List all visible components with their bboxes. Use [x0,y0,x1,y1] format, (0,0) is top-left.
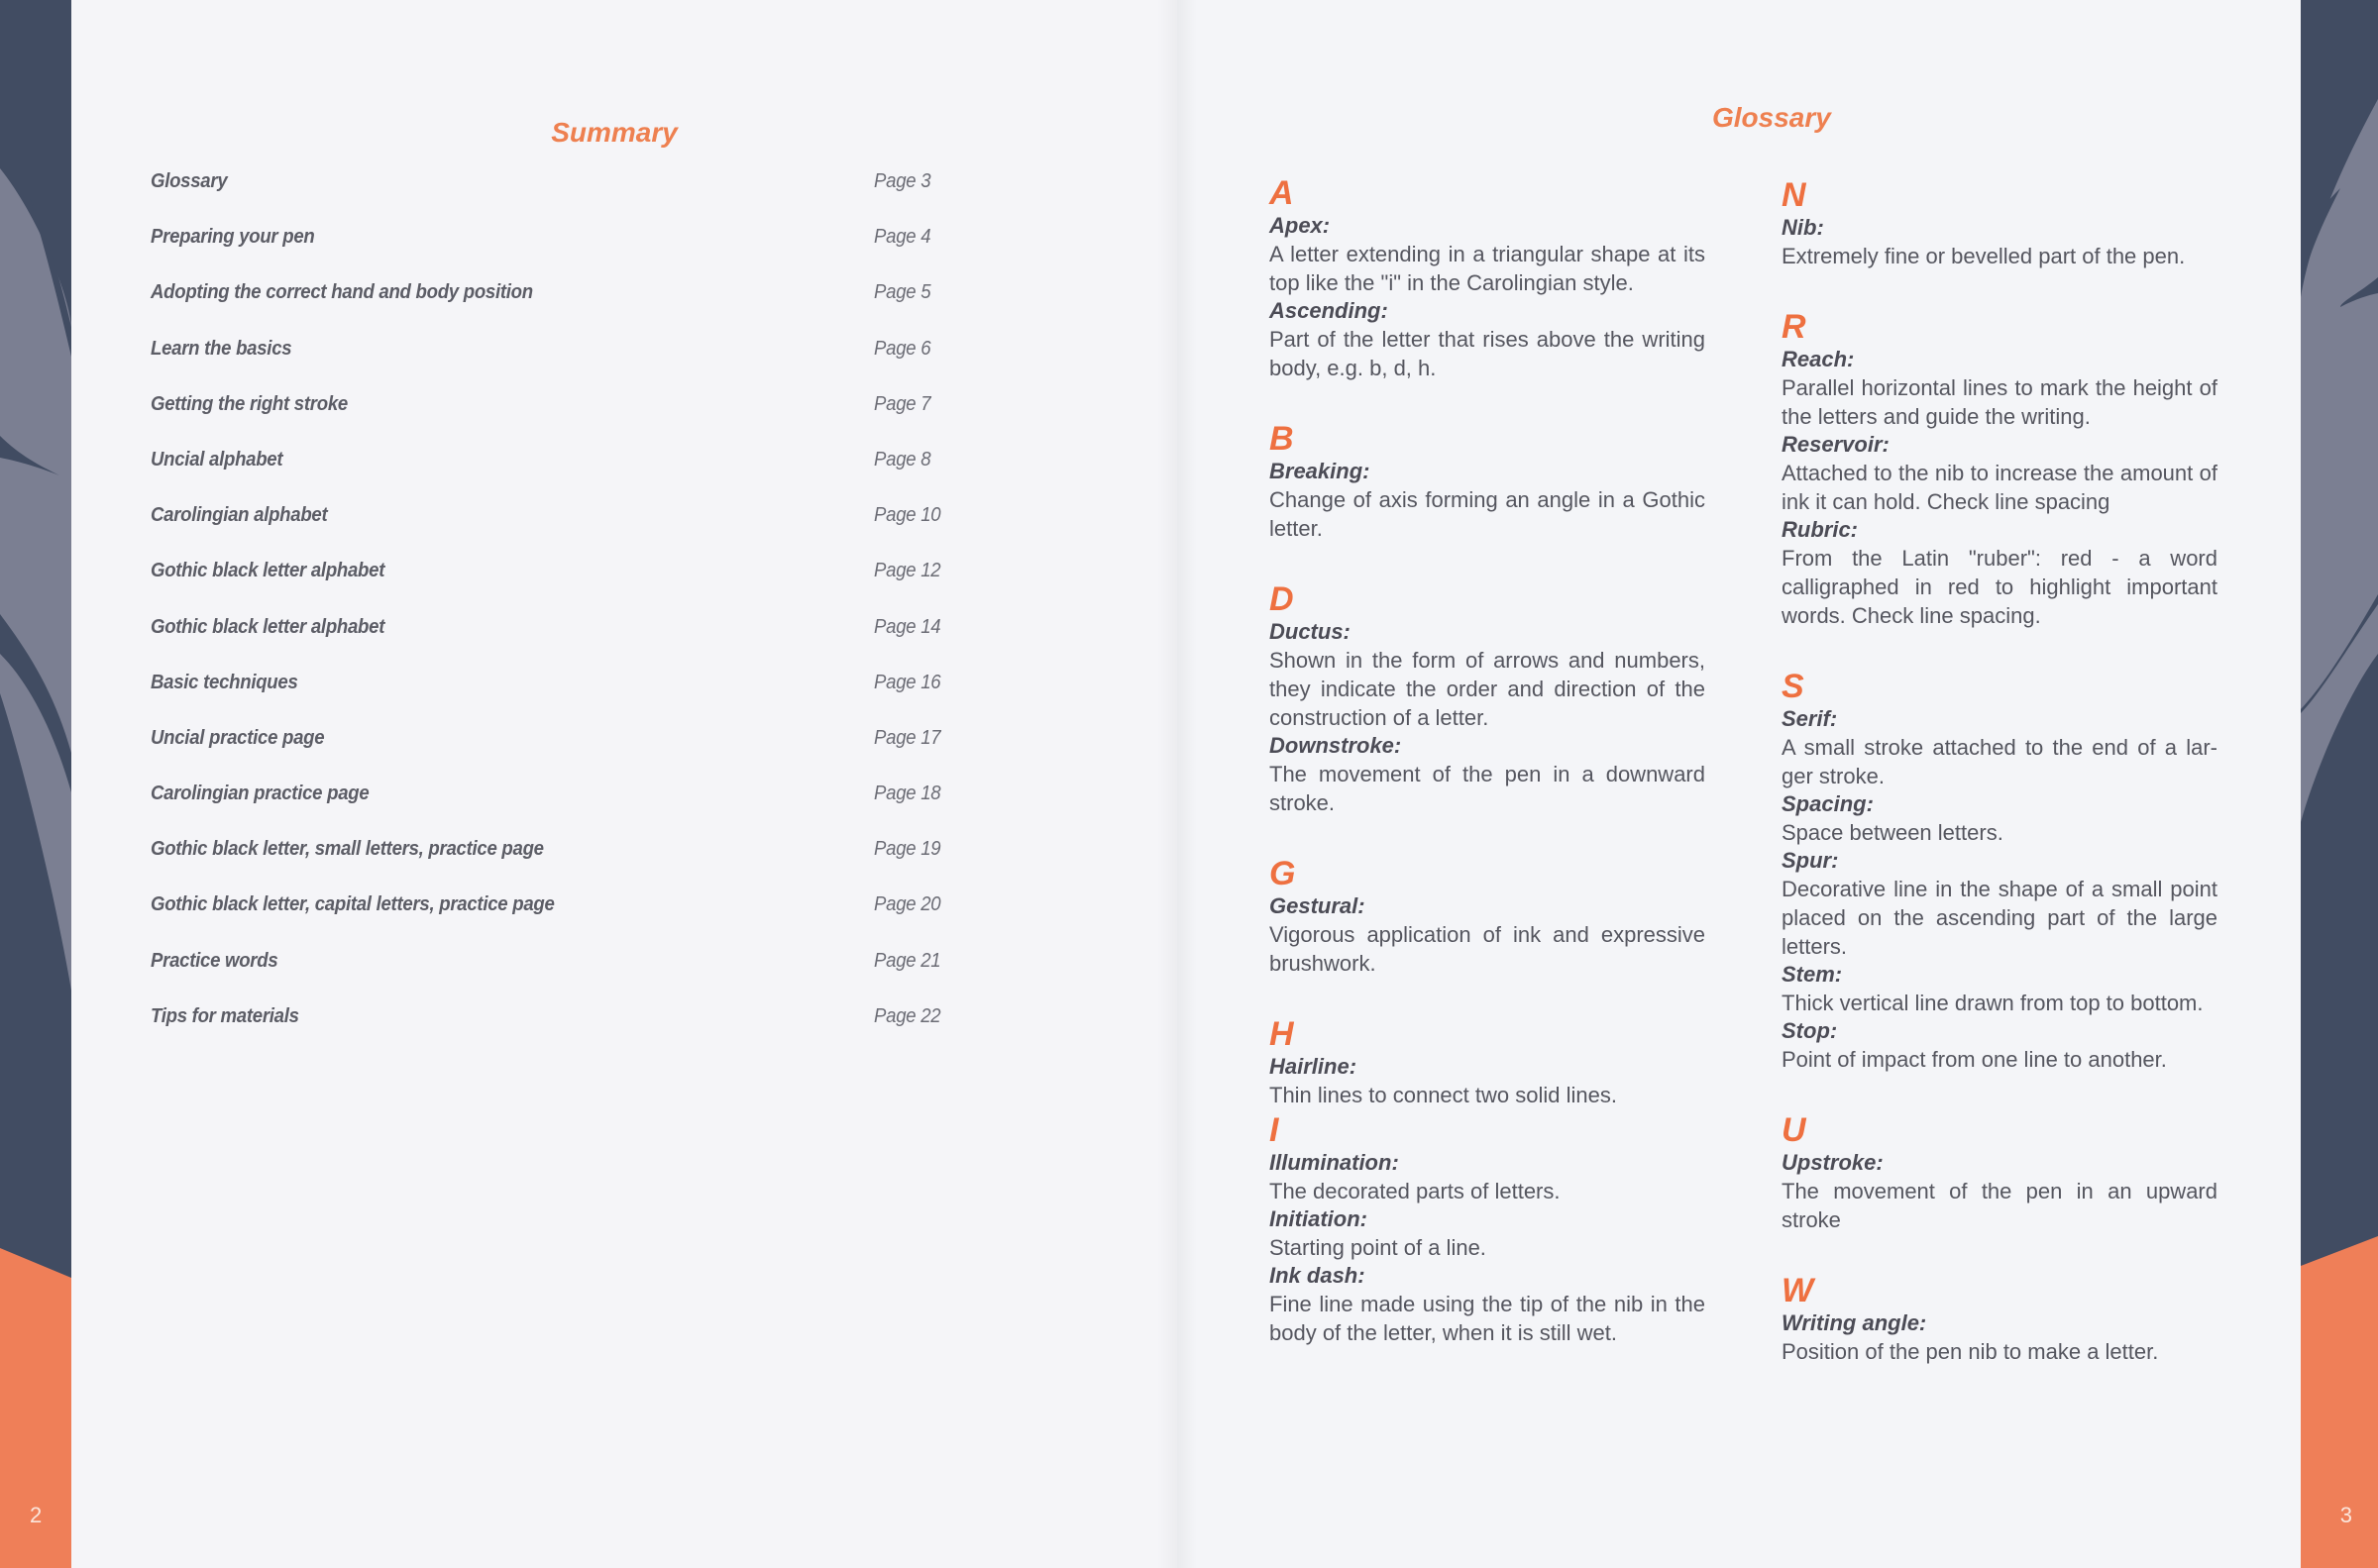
glossary-definition: Change of axis forming an angle in a Gothic letter. [1269,487,1705,541]
glossary-term: Ductus: [1269,619,1351,644]
glossary-section [1269,580,1705,817]
toc-entry-page: Page 5 [874,281,931,304]
gutter-shadow [1157,0,1177,1568]
glossary-column-left [1269,174,1705,1385]
glossary-definition: The decorated parts of letters. [1269,1179,1561,1203]
leaf-pattern-graphic [0,0,71,1568]
glossary-section [1269,855,1705,978]
glossary-letter-heading: R [1782,308,1806,346]
glossary-definition: From the Latin "ruber": red - a word calligraphed in red to highlight important words. Check line spacing. [1782,546,2217,628]
glossary-letter-heading: A [1269,174,1294,212]
glossary-term: Nib: [1782,215,1824,240]
glossary-definition: Space between letters. [1782,820,2003,845]
toc-entry[interactable] [151,1005,963,1061]
glossary-letter-heading: S [1782,668,1804,705]
glossary-term: Reservoir: [1782,432,1890,457]
toc-entry[interactable] [151,560,963,615]
toc-entry-title: Tips for materials [151,1004,299,1027]
table-of-contents [151,170,963,1061]
toc-entry-page: Page 20 [874,893,941,916]
toc-entry-page: Page 8 [874,448,931,470]
glossary-term: Illumination: [1269,1150,1399,1175]
glossary-letter-heading: G [1269,855,1296,892]
glossary-term: Upstroke: [1782,1150,1884,1175]
glossary-section [1782,176,2217,270]
toc-entry-page: Page 18 [874,783,941,805]
toc-entry[interactable] [151,672,963,727]
glossary-letter-heading: I [1269,1111,1279,1149]
glossary-definition: Extremely fine or bevelled part of the pen. [1782,244,2186,268]
glossary-term: Spur: [1782,848,1839,873]
glossary-definition: Shown in the form of arrows and numbers, they indicate the order and direction of the construction of a letter. [1269,648,1705,730]
glossary-term: Stem: [1782,962,1843,987]
toc-entry[interactable] [151,226,963,281]
glossary-term: Ink dash: [1269,1263,1365,1288]
glossary-section [1269,174,1705,382]
glossary-column-right [1782,176,2217,1404]
glossary-definition: Thick vertical line drawn from top to bottom. [1782,991,2204,1015]
toc-entry-title: Carolingian practice page [151,783,370,805]
glossary-term: Stop: [1782,1018,1838,1043]
glossary-term: Reach: [1782,347,1855,371]
gutter-shadow [1177,0,1197,1568]
toc-entry[interactable] [151,616,963,672]
toc-entry[interactable] [151,281,963,337]
toc-entry-title: Uncial alphabet [151,448,283,470]
glossary-definition: Attached to the nib to increase the amount of ink it can hold. Check line spacing [1782,461,2217,514]
glossary-term: Downstroke: [1269,733,1402,758]
glossary-term: Writing angle: [1782,1310,1927,1335]
toc-entry[interactable] [151,338,963,393]
toc-entry-page: Page 6 [874,337,931,360]
toc-entry-page: Page 16 [874,671,941,693]
glossary-section [1782,1272,2217,1366]
summary-title: Summary [551,117,678,148]
toc-entry[interactable] [151,950,963,1005]
toc-entry[interactable] [151,838,963,893]
toc-entry-page: Page 22 [874,1004,941,1027]
toc-entry-title: Gothic black letter, small letters, practice page [151,838,544,861]
leaf-pattern-graphic [2301,0,2378,1568]
page-number: 2 [30,1503,43,1527]
toc-entry-page: Page 17 [874,726,941,749]
toc-entry-title: Getting the right stroke [151,392,348,415]
toc-entry[interactable] [151,393,963,449]
glossary-section [1269,420,1705,543]
glossary-letter-heading: N [1782,176,1806,214]
glossary-letter-heading: B [1269,420,1294,458]
toc-entry-title: Carolingian alphabet [151,504,328,527]
glossary-term: Apex: [1269,213,1331,238]
toc-entry-title: Glossary [151,170,228,192]
toc-entry-page: Page 4 [874,226,931,249]
toc-entry-title: Learn the basics [151,337,292,360]
glossary-section [1782,1111,2217,1234]
glossary-letter-heading: H [1269,1015,1294,1053]
glossary-definition: Starting point of a line. [1269,1235,1486,1260]
glossary-definition: A letter extending in a triangular shape at its top like the "i" in the Carolingian style. [1269,242,1705,295]
glossary-title: Glossary [1712,102,1831,133]
toc-entry-page: Page 12 [874,560,941,582]
glossary-term: Rubric: [1782,517,1858,542]
glossary-definition: Thin lines to connect two solid lines. [1269,1083,1617,1107]
toc-entry-page: Page 10 [874,504,941,527]
glossary-term: Breaking: [1269,459,1370,483]
toc-entry-title: Basic techniques [151,671,298,693]
toc-entry-title: Gothic black letter alphabet [151,615,385,638]
toc-entry-page: Page 3 [874,170,931,192]
toc-entry-page: Page 19 [874,838,941,861]
glossary-definition: Decorative line in the shape of a small point placed on the ascending part of the large letters. [1782,877,2217,959]
glossary-section [1269,1015,1705,1109]
toc-entry[interactable] [151,727,963,783]
toc-entry-page: Page 14 [874,615,941,638]
glossary-definition: Position of the pen nib to make a letter. [1782,1339,2159,1364]
glossary-term: Hairline: [1269,1054,1357,1079]
glossary-term: Serif: [1782,706,1838,731]
toc-entry-title: Preparing your pen [151,226,315,249]
glossary-definition: Fine line made using the tip of the nib in the body of the letter, when it is still wet. [1269,1292,1705,1345]
toc-entry-title: Adopting the correct hand and body position [151,281,533,304]
glossary-definition: Parallel horizontal lines to mark the height of the letters and guide the writing. [1782,375,2217,429]
glossary-section [1269,1111,1705,1347]
glossary-term: Spacing: [1782,791,1874,816]
toc-entry-title: Gothic black letter alphabet [151,560,385,582]
glossary-section [1782,668,2217,1074]
glossary-definition: Part of the letter that rises above the writing body, e.g. b, d, h. [1269,327,1705,380]
toc-entry-page: Page 21 [874,949,941,972]
glossary-definition: A small stroke attached to the end of a lar-ger stroke. [1782,735,2217,788]
toc-entry-page: Page 7 [874,392,931,415]
decorative-side-band [0,0,71,1568]
toc-entry[interactable] [151,504,963,560]
glossary-definition: Vigorous application of ink and expressive brushwork. [1269,922,1705,976]
glossary-term: Gestural: [1269,893,1365,918]
glossary-term: Ascending: [1269,298,1388,323]
toc-entry-title: Practice words [151,949,278,972]
glossary-term: Initiation: [1269,1206,1367,1231]
left-page [0,0,1177,1568]
decorative-side-band [2301,0,2378,1568]
glossary-section [1782,308,2217,630]
glossary-definition: Point of impact from one line to another. [1782,1047,2167,1072]
toc-entry[interactable] [151,170,963,226]
toc-entry-title: Gothic black letter, capital letters, practice page [151,893,555,916]
page-number: 3 [2339,1503,2352,1527]
toc-entry-title: Uncial practice page [151,726,325,749]
glossary-definition: The movement of the pen in an upward stroke [1782,1179,2217,1232]
glossary-letter-heading: D [1269,580,1294,618]
glossary-letter-heading: U [1782,1111,1806,1149]
toc-entry[interactable] [151,449,963,504]
toc-entry[interactable] [151,783,963,838]
glossary-letter-heading: W [1782,1272,1814,1309]
glossary-definition: The movement of the pen in a downward stroke. [1269,762,1705,815]
toc-entry[interactable] [151,893,963,949]
